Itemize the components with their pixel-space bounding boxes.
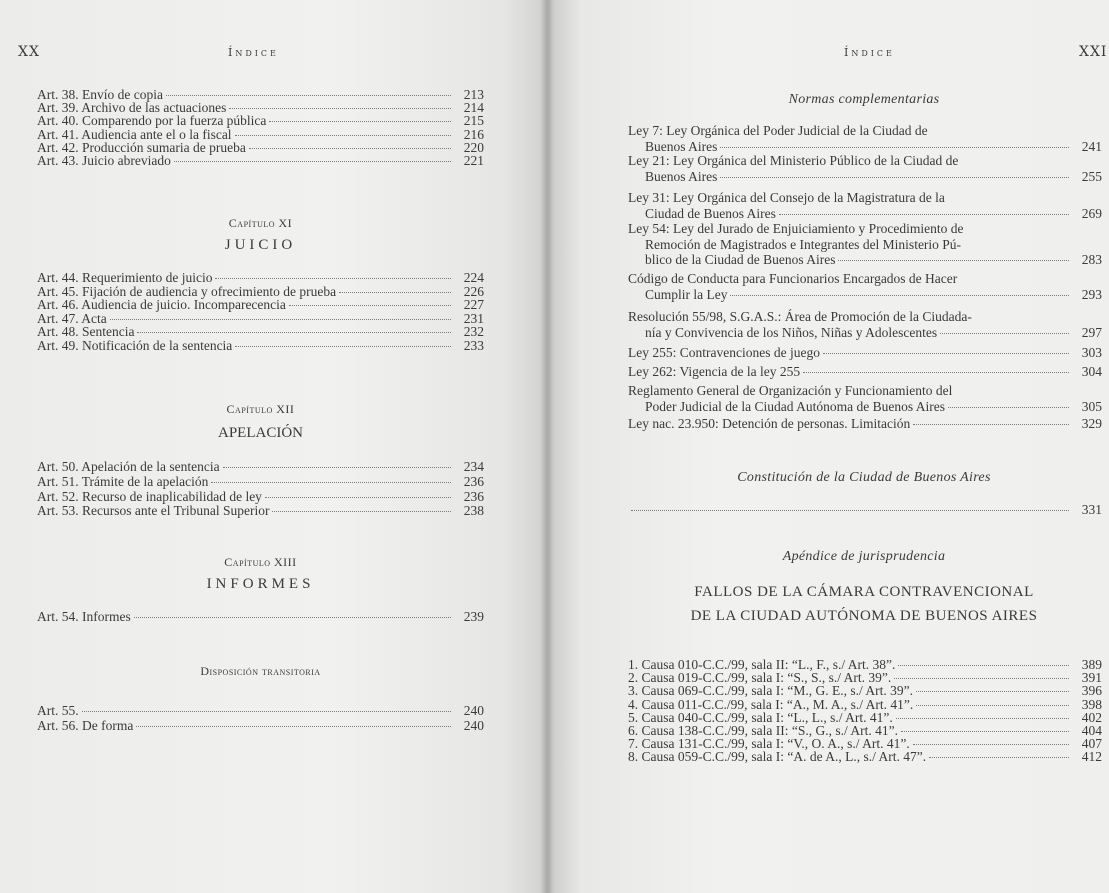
toc-label: 6. Causa 138-C.C./99, sala II: “S., G., s./ Art. 41”.: [628, 722, 898, 738]
toc-entry: [37, 460, 484, 475]
chapter-heading: [37, 555, 484, 593]
toc-entry: [37, 312, 484, 326]
toc-entry: [628, 503, 1102, 516]
leader-dots: [631, 510, 1069, 511]
toc-page: 304: [1081, 364, 1102, 379]
toc-page: 404: [1081, 722, 1102, 738]
chapter-number: Capítulo XII: [226, 402, 295, 416]
toc-page: 216: [463, 126, 484, 142]
toc-label: Ley 255: Contravenciones de juego: [628, 345, 820, 360]
leader-dots: [272, 511, 451, 512]
leader-dots: [916, 691, 1069, 692]
toc-label: Art. 39. Archivo de las actuaciones: [37, 100, 227, 116]
toc-entry: [628, 346, 1102, 365]
toc-page: 215: [463, 113, 484, 129]
leader-dots: [174, 161, 451, 162]
toc-entry: [628, 221, 1102, 268]
toc-page: 407: [1081, 736, 1102, 752]
toc-page: 227: [463, 297, 484, 313]
section-heading: Normas complementarias: [788, 92, 940, 107]
leader-dots: [134, 617, 451, 618]
toc-label: Art. 46. Audiencia de juicio. Incomparecencia: [37, 297, 286, 313]
toc-page: 236: [463, 488, 484, 504]
leader-dots: [901, 731, 1069, 732]
toc-entry: [628, 365, 1102, 384]
toc-page: 331: [1081, 502, 1102, 517]
toc-entry: [37, 490, 484, 505]
chapter-title: APELACIÓN: [218, 425, 303, 441]
toc-label: Ley 21: Ley Orgánica del Ministerio Público de la Ciudad de: [628, 153, 959, 168]
toc-label: Art. 53. Recursos ante el Tribunal Superior: [37, 503, 270, 519]
section-heading: [37, 664, 484, 679]
book-gutter: [540, 0, 554, 893]
toc-label: Ley 31: Ley Orgánica del Consejo de la Magistratura de la: [628, 190, 945, 205]
toc-label: 1. Causa 010-C.C./99, sala II: “L., F., s./ Art. 38”.: [628, 657, 896, 672]
toc-page: 220: [463, 139, 484, 155]
toc-entry: [628, 383, 1102, 414]
toc-list: [37, 610, 484, 624]
toc-label: Ley 54: Ley del Jurado de Enjuiciamiento y Procedimiento de: [628, 221, 964, 236]
toc-label: 4. Causa 011-C.C./99, sala I: “A., M. A., s./ Art. 41”.: [628, 696, 914, 712]
toc-entry: [37, 298, 484, 312]
chapter-heading: [37, 402, 484, 442]
toc-entry: [628, 698, 1102, 711]
toc-entry: [37, 271, 484, 285]
fallos-heading-line: DE LA CIUDAD AUTÓNOMA DE BUENOS AIRES: [690, 608, 1038, 624]
toc-entry: [628, 153, 1102, 184]
toc-entry: [37, 610, 484, 624]
toc-label: Buenos Aires: [645, 138, 718, 154]
toc-page: 293: [1081, 286, 1102, 302]
toc-entry-line: [628, 325, 1102, 341]
toc-page: 233: [463, 337, 484, 353]
toc-label: Ley 7: Ley Orgánica del Poder Judicial de la Ciudad de: [628, 123, 928, 138]
section-title: Disposición transitoria: [200, 664, 321, 678]
leader-dots: [235, 135, 451, 136]
toc-entry: [628, 309, 1102, 340]
leader-dots: [916, 705, 1069, 706]
leader-dots: [894, 678, 1069, 679]
right-page: [548, 0, 1109, 893]
toc-label: 5. Causa 040-C.C./99, sala I: “L., L., s./ Art. 41”.: [628, 709, 893, 725]
toc-entry: [628, 190, 1102, 221]
toc-page: 241: [1081, 138, 1102, 154]
toc-list: [628, 346, 1102, 384]
toc-label: 8. Causa 059-C.C./99, sala I: “A. de A., L., s./ Art. 47”.: [628, 749, 927, 765]
toc-page: 412: [1081, 749, 1102, 765]
toc-label: 7. Causa 131-C.C./99, sala I: “V., O. A., s./ Art. 41”.: [628, 736, 910, 752]
toc-list: [628, 658, 1102, 764]
toc-page: 224: [463, 270, 484, 285]
leader-dots: [898, 665, 1069, 666]
toc-label: 3. Causa 069-C.C./99, sala I: “M., G. E., s./ Art. 39”.: [628, 683, 913, 699]
leader-dots: [110, 319, 451, 320]
leader-dots: [136, 726, 451, 727]
toc-page: 239: [463, 609, 484, 624]
toc-page: 391: [1081, 670, 1102, 686]
toc-page: 303: [1081, 345, 1102, 360]
leader-dots: [137, 332, 451, 333]
toc-label: Art. 47. Acta: [37, 310, 107, 326]
toc-label: Art. 43. Juicio abreviado: [37, 152, 171, 168]
leader-dots: [779, 214, 1069, 215]
toc-entry: [37, 128, 484, 141]
leader-dots: [339, 292, 451, 293]
toc-entry: [628, 711, 1102, 724]
leader-dots: [803, 372, 1069, 373]
chapter-title: INFORMES: [206, 576, 315, 592]
toc-label: Art. 51. Trámite de la apelación: [37, 473, 209, 489]
chapter-title: JUICIO: [224, 237, 297, 253]
toc-entry: [628, 123, 1102, 154]
toc-label: 2. Causa 019-C.C./99, sala I: “S., S., s./ Art. 39”.: [628, 670, 892, 686]
toc-page: 402: [1081, 709, 1102, 725]
chapter-number: Capítulo XI: [228, 216, 293, 230]
left-page: [0, 0, 548, 893]
fallos-heading: [626, 580, 1102, 628]
toc-label: Art. 52. Recurso de inaplicabilidad de ley: [37, 488, 262, 504]
running-head: Índice: [844, 46, 895, 59]
toc-label: Reglamento General de Organización y Funcionamiento del: [628, 383, 953, 398]
leader-dots: [289, 305, 451, 306]
toc-page: 396: [1081, 683, 1102, 699]
toc-page: 240: [463, 703, 484, 718]
chapter-number: Capítulo XIII: [224, 555, 297, 569]
toc-list: [37, 460, 484, 519]
toc-label: Art. 55.: [37, 703, 79, 718]
toc-page: 238: [463, 503, 484, 519]
toc-page: 305: [1081, 398, 1102, 414]
leader-dots: [730, 295, 1069, 296]
section-heading: Apéndice de jurisprudencia: [782, 549, 946, 564]
leader-dots: [929, 757, 1069, 758]
page-number: XX: [18, 44, 40, 60]
leader-dots: [82, 711, 451, 712]
toc-label: Código de Conducta para Funcionarios Encargados de Hacer: [628, 271, 958, 286]
toc-label: nía y Convivencia de los Niños, Niñas y Adolescentes: [645, 324, 938, 340]
leader-dots: [223, 467, 451, 468]
chapter-heading: [37, 216, 484, 254]
toc-page: 234: [463, 459, 484, 474]
toc-page: 329: [1081, 416, 1102, 431]
toc-page: 398: [1081, 696, 1102, 712]
page-number: XXI: [1079, 44, 1108, 60]
toc-entry: [628, 271, 1102, 302]
toc-label: Art. 50. Apelación de la sentencia: [37, 459, 220, 474]
toc-entry: [37, 719, 484, 734]
toc-page: 214: [463, 100, 484, 116]
toc-list: [37, 704, 484, 734]
toc-list: [628, 417, 1102, 430]
toc-label: Art. 40. Comparendo por la fuerza pública: [37, 113, 267, 129]
leader-dots: [211, 482, 451, 483]
toc-entry-line: [628, 252, 1102, 268]
toc-page: 297: [1081, 324, 1102, 340]
toc-page: 255: [1081, 168, 1102, 184]
toc-page: 231: [463, 310, 484, 326]
toc-label: Art. 41. Audiencia ante el o la fiscal: [37, 126, 232, 142]
toc-label: Art. 54. Informes: [37, 609, 131, 624]
leader-dots: [913, 744, 1069, 745]
toc-page: 389: [1081, 657, 1102, 672]
section-heading: Constitución de la Ciudad de Buenos Aires: [737, 470, 991, 485]
toc-page: 221: [463, 152, 484, 168]
leader-dots: [823, 353, 1069, 354]
fallos-heading-line: FALLOS DE LA CÁMARA CONTRAVENCIONAL: [694, 584, 1034, 600]
leader-dots: [269, 121, 451, 122]
toc-list: [628, 503, 1102, 516]
toc-page: 269: [1081, 205, 1102, 221]
toc-page: 240: [463, 718, 484, 733]
toc-label: Resolución 55/98, S.G.A.S.: Área de Promoción de la Ciudada-: [628, 309, 972, 324]
toc-entry-line: [628, 287, 1102, 303]
toc-entry-line: [628, 206, 1102, 222]
toc-label: Ciudad de Buenos Aires: [645, 205, 776, 221]
toc-entry: [628, 417, 1102, 430]
toc-entry-line: [628, 139, 1102, 155]
leader-dots: [838, 260, 1069, 261]
toc-label: Art. 42. Producción sumaria de prueba: [37, 139, 246, 155]
toc-entry: [37, 154, 484, 167]
toc-page: 283: [1081, 252, 1102, 267]
toc-label: Art. 45. Fijación de audiencia y ofrecimiento de prueba: [37, 283, 337, 299]
toc-page: 236: [463, 473, 484, 489]
leader-dots: [948, 407, 1069, 408]
toc-label: Ley nac. 23.950: Detención de personas. Limitación: [628, 416, 911, 431]
toc-label: Buenos Aires: [645, 168, 718, 184]
leader-dots: [896, 718, 1069, 719]
leader-dots: [215, 278, 451, 279]
toc-page: 213: [463, 87, 484, 102]
toc-entry: [628, 684, 1102, 697]
leader-dots: [166, 95, 451, 96]
leader-dots: [720, 147, 1069, 148]
toc-page: 232: [463, 324, 484, 340]
toc-entry: [37, 141, 484, 154]
toc-entry: [37, 704, 484, 719]
toc-label: Art. 44. Requerimiento de juicio: [37, 270, 213, 285]
toc-entry: [37, 285, 484, 299]
toc-label: Art. 56. De forma: [37, 718, 134, 733]
toc-label: Art. 38. Envío de copia: [37, 87, 163, 102]
toc-entry: [37, 475, 484, 490]
toc-label: Art. 48. Sentencia: [37, 324, 135, 340]
toc-entry: [37, 114, 484, 127]
toc-label: Cumplir la Ley: [645, 286, 728, 302]
leader-dots: [235, 346, 451, 347]
toc-page: 226: [463, 283, 484, 299]
leader-dots: [265, 497, 451, 498]
toc-label: Ley 262: Vigencia de la ley 255: [628, 364, 801, 379]
leader-dots: [940, 333, 1069, 334]
toc-list: [37, 271, 484, 353]
toc-entry: [628, 750, 1102, 763]
toc-entry: [37, 339, 484, 353]
toc-label: blico de la Ciudad de Buenos Aires: [645, 252, 836, 267]
toc-entry: [37, 504, 484, 519]
toc-entry-line: [628, 169, 1102, 185]
toc-list: [37, 88, 484, 167]
toc-entry-line: [628, 399, 1102, 415]
leader-dots: [229, 108, 451, 109]
running-head: Índice: [228, 46, 279, 59]
toc-label: Art. 49. Notificación de la sentencia: [37, 337, 233, 353]
toc-entry: [37, 325, 484, 339]
leader-dots: [720, 177, 1069, 178]
toc-label: Poder Judicial de la Ciudad Autónoma de Buenos Aires: [645, 398, 945, 414]
toc-label: Remoción de Magistrados e Integrantes del Ministerio Pú-: [645, 236, 962, 252]
leader-dots: [249, 148, 451, 149]
leader-dots: [913, 424, 1069, 425]
